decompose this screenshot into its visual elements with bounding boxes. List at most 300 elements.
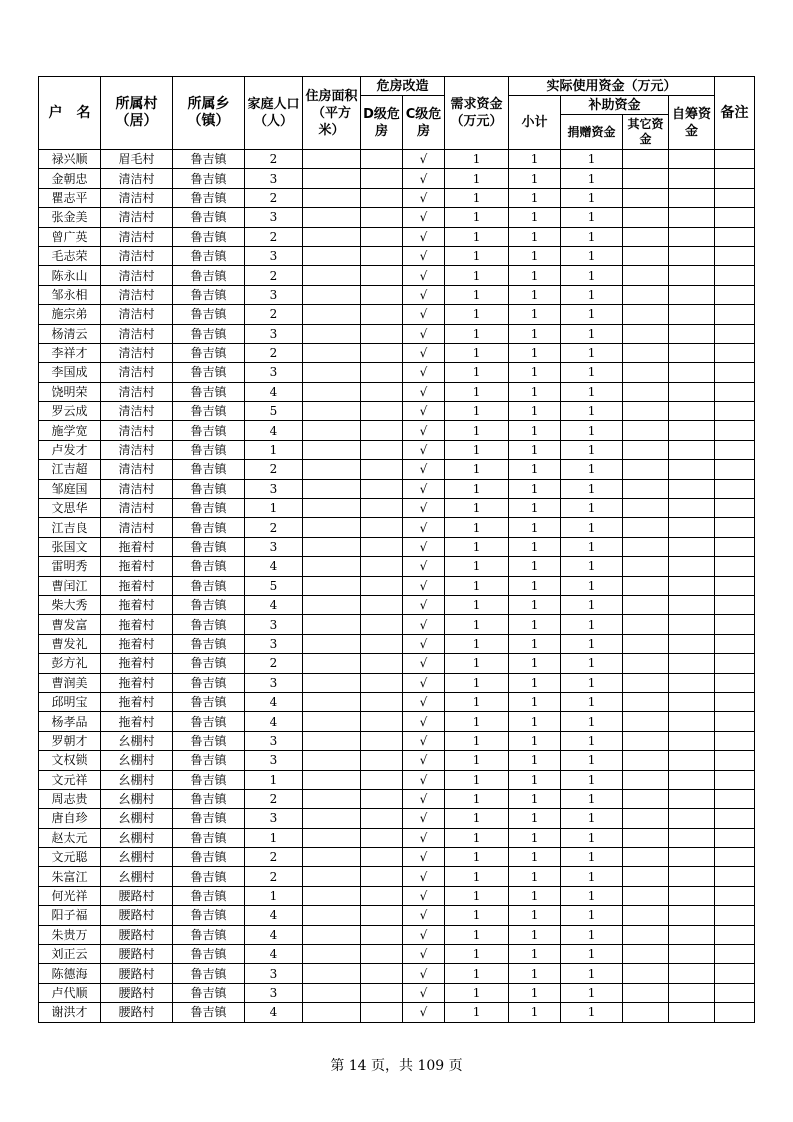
cell-d-level	[361, 188, 403, 207]
cell-remarks	[715, 518, 755, 537]
cell-donation: 1	[561, 673, 623, 692]
cell-town: 鲁吉镇	[173, 945, 245, 964]
cell-population: 2	[245, 188, 303, 207]
cell-subtotal: 1	[509, 886, 561, 905]
cell-need-funds: 1	[445, 964, 509, 983]
cell-remarks	[715, 324, 755, 343]
header-renovation: 危房改造	[361, 77, 445, 96]
cell-self-raised	[669, 886, 715, 905]
cell-d-level	[361, 537, 403, 556]
cell-need-funds: 1	[445, 208, 509, 227]
cell-donation: 1	[561, 964, 623, 983]
cell-other-funds	[623, 382, 669, 401]
cell-need-funds: 1	[445, 382, 509, 401]
cell-other-funds	[623, 440, 669, 459]
cell-other-funds	[623, 266, 669, 285]
cell-other-funds	[623, 537, 669, 556]
cell-need-funds: 1	[445, 789, 509, 808]
table-row	[39, 925, 755, 944]
cell-town: 鲁吉镇	[173, 731, 245, 750]
cell-subtotal: 1	[509, 712, 561, 731]
cell-other-funds	[623, 751, 669, 770]
cell-c-level: √	[403, 848, 445, 867]
cell-area	[303, 751, 361, 770]
cell-area	[303, 208, 361, 227]
cell-population: 5	[245, 402, 303, 421]
cell-c-level: √	[403, 518, 445, 537]
cell-c-level: √	[403, 246, 445, 265]
header-remarks: 备注	[715, 77, 755, 150]
cell-c-level: √	[403, 809, 445, 828]
cell-name: 张金美	[39, 208, 101, 227]
table-row	[39, 828, 755, 847]
cell-village: 清洁村	[101, 227, 173, 246]
table-row	[39, 246, 755, 265]
cell-village: 拖着村	[101, 576, 173, 595]
cell-self-raised	[669, 828, 715, 847]
cell-population: 2	[245, 305, 303, 324]
cell-other-funds	[623, 499, 669, 518]
cell-town: 鲁吉镇	[173, 886, 245, 905]
cell-area	[303, 770, 361, 789]
table-row	[39, 537, 755, 556]
cell-town: 鲁吉镇	[173, 188, 245, 207]
cell-donation: 1	[561, 692, 623, 711]
table-row	[39, 595, 755, 614]
cell-donation: 1	[561, 382, 623, 401]
cell-population: 3	[245, 983, 303, 1002]
cell-c-level: √	[403, 382, 445, 401]
cell-donation: 1	[561, 848, 623, 867]
cell-name: 朱贵万	[39, 925, 101, 944]
cell-remarks	[715, 150, 755, 169]
cell-d-level	[361, 731, 403, 750]
cell-town: 鲁吉镇	[173, 595, 245, 614]
cell-population: 4	[245, 421, 303, 440]
cell-d-level	[361, 324, 403, 343]
cell-name: 文元祥	[39, 770, 101, 789]
cell-name: 卢代顺	[39, 983, 101, 1002]
cell-other-funds	[623, 150, 669, 169]
cell-village: 眉毛村	[101, 150, 173, 169]
cell-c-level: √	[403, 867, 445, 886]
cell-c-level: √	[403, 634, 445, 653]
header-area: 住房面积（平方米）	[303, 77, 361, 150]
cell-area	[303, 654, 361, 673]
cell-subtotal: 1	[509, 460, 561, 479]
cell-donation: 1	[561, 634, 623, 653]
cell-self-raised	[669, 751, 715, 770]
cell-subtotal: 1	[509, 188, 561, 207]
cell-remarks	[715, 266, 755, 285]
cell-donation: 1	[561, 906, 623, 925]
table-row	[39, 421, 755, 440]
cell-name: 曹发富	[39, 615, 101, 634]
cell-d-level	[361, 460, 403, 479]
cell-village: 拖着村	[101, 673, 173, 692]
cell-need-funds: 1	[445, 886, 509, 905]
table-row	[39, 285, 755, 304]
cell-c-level: √	[403, 945, 445, 964]
cell-c-level: √	[403, 421, 445, 440]
cell-remarks	[715, 615, 755, 634]
cell-d-level	[361, 382, 403, 401]
cell-c-level: √	[403, 169, 445, 188]
cell-subtotal: 1	[509, 324, 561, 343]
cell-other-funds	[623, 343, 669, 362]
cell-area	[303, 634, 361, 653]
cell-donation: 1	[561, 537, 623, 556]
cell-name: 文思华	[39, 499, 101, 518]
cell-c-level: √	[403, 731, 445, 750]
table-row	[39, 848, 755, 867]
cell-need-funds: 1	[445, 848, 509, 867]
cell-self-raised	[669, 770, 715, 789]
cell-other-funds	[623, 285, 669, 304]
cell-subtotal: 1	[509, 402, 561, 421]
cell-population: 3	[245, 809, 303, 828]
cell-population: 4	[245, 945, 303, 964]
cell-self-raised	[669, 712, 715, 731]
cell-remarks	[715, 595, 755, 614]
table-row	[39, 692, 755, 711]
cell-area	[303, 925, 361, 944]
cell-village: 清洁村	[101, 343, 173, 362]
cell-name: 曹润美	[39, 673, 101, 692]
cell-village: 清洁村	[101, 499, 173, 518]
cell-village: 拖着村	[101, 712, 173, 731]
cell-name: 阳子福	[39, 906, 101, 925]
cell-name: 金朝忠	[39, 169, 101, 188]
cell-need-funds: 1	[445, 324, 509, 343]
cell-need-funds: 1	[445, 479, 509, 498]
cell-village: 清洁村	[101, 285, 173, 304]
cell-donation: 1	[561, 1003, 623, 1022]
cell-town: 鲁吉镇	[173, 634, 245, 653]
header-d-level: D级危房	[361, 96, 403, 150]
cell-need-funds: 1	[445, 770, 509, 789]
cell-area	[303, 382, 361, 401]
cell-other-funds	[623, 654, 669, 673]
cell-donation: 1	[561, 343, 623, 362]
cell-self-raised	[669, 615, 715, 634]
cell-other-funds	[623, 712, 669, 731]
cell-population: 4	[245, 692, 303, 711]
cell-other-funds	[623, 246, 669, 265]
cell-town: 鲁吉镇	[173, 208, 245, 227]
cell-village: 清洁村	[101, 169, 173, 188]
cell-population: 2	[245, 266, 303, 285]
cell-other-funds	[623, 906, 669, 925]
cell-self-raised	[669, 169, 715, 188]
cell-area	[303, 460, 361, 479]
cell-town: 鲁吉镇	[173, 518, 245, 537]
cell-d-level	[361, 557, 403, 576]
cell-subtotal: 1	[509, 208, 561, 227]
cell-need-funds: 1	[445, 595, 509, 614]
cell-population: 3	[245, 615, 303, 634]
cell-other-funds	[623, 460, 669, 479]
cell-c-level: √	[403, 305, 445, 324]
cell-town: 鲁吉镇	[173, 246, 245, 265]
cell-town: 鲁吉镇	[173, 983, 245, 1002]
cell-self-raised	[669, 227, 715, 246]
cell-population: 2	[245, 518, 303, 537]
cell-area	[303, 324, 361, 343]
cell-name: 罗云成	[39, 402, 101, 421]
cell-subtotal: 1	[509, 906, 561, 925]
table-row	[39, 343, 755, 362]
cell-name: 朱富江	[39, 867, 101, 886]
cell-donation: 1	[561, 188, 623, 207]
table-row	[39, 634, 755, 653]
cell-subtotal: 1	[509, 867, 561, 886]
cell-remarks	[715, 654, 755, 673]
cell-self-raised	[669, 867, 715, 886]
table-row	[39, 208, 755, 227]
cell-town: 鲁吉镇	[173, 169, 245, 188]
cell-self-raised	[669, 906, 715, 925]
cell-donation: 1	[561, 324, 623, 343]
cell-area	[303, 305, 361, 324]
table-row	[39, 576, 755, 595]
cell-c-level: √	[403, 363, 445, 382]
cell-village: 清洁村	[101, 188, 173, 207]
cell-donation: 1	[561, 886, 623, 905]
cell-name: 饶明荣	[39, 382, 101, 401]
cell-need-funds: 1	[445, 150, 509, 169]
cell-area	[303, 557, 361, 576]
cell-village: 清洁村	[101, 440, 173, 459]
cell-d-level	[361, 208, 403, 227]
cell-d-level	[361, 828, 403, 847]
cell-village: 拖着村	[101, 692, 173, 711]
table-row	[39, 751, 755, 770]
header-need-funds: 需求资金（万元）	[445, 77, 509, 150]
cell-c-level: √	[403, 789, 445, 808]
cell-name: 施学宽	[39, 421, 101, 440]
table-row	[39, 460, 755, 479]
cell-d-level	[361, 150, 403, 169]
cell-town: 鲁吉镇	[173, 479, 245, 498]
cell-other-funds	[623, 983, 669, 1002]
cell-population: 2	[245, 227, 303, 246]
cell-other-funds	[623, 964, 669, 983]
cell-remarks	[715, 751, 755, 770]
cell-population: 3	[245, 634, 303, 653]
cell-other-funds	[623, 828, 669, 847]
cell-population: 4	[245, 925, 303, 944]
cell-other-funds	[623, 615, 669, 634]
cell-subtotal: 1	[509, 789, 561, 808]
cell-need-funds: 1	[445, 945, 509, 964]
cell-self-raised	[669, 576, 715, 595]
cell-town: 鲁吉镇	[173, 576, 245, 595]
cell-town: 鲁吉镇	[173, 692, 245, 711]
table-row	[39, 789, 755, 808]
cell-village: 清洁村	[101, 479, 173, 498]
cell-subtotal: 1	[509, 537, 561, 556]
cell-population: 2	[245, 654, 303, 673]
table-row	[39, 867, 755, 886]
cell-subtotal: 1	[509, 983, 561, 1002]
cell-subtotal: 1	[509, 770, 561, 789]
cell-village: 腰路村	[101, 964, 173, 983]
cell-donation: 1	[561, 421, 623, 440]
cell-population: 3	[245, 673, 303, 692]
cell-remarks	[715, 983, 755, 1002]
cell-need-funds: 1	[445, 925, 509, 944]
cell-donation: 1	[561, 925, 623, 944]
cell-need-funds: 1	[445, 654, 509, 673]
header-township: 所属乡（镇）	[173, 77, 245, 150]
cell-town: 鲁吉镇	[173, 712, 245, 731]
cell-need-funds: 1	[445, 983, 509, 1002]
cell-subtotal: 1	[509, 518, 561, 537]
cell-need-funds: 1	[445, 343, 509, 362]
cell-donation: 1	[561, 246, 623, 265]
cell-town: 鲁吉镇	[173, 363, 245, 382]
cell-remarks	[715, 964, 755, 983]
cell-d-level	[361, 673, 403, 692]
cell-other-funds	[623, 789, 669, 808]
cell-c-level: √	[403, 460, 445, 479]
cell-subtotal: 1	[509, 440, 561, 459]
cell-name: 江吉超	[39, 460, 101, 479]
cell-population: 4	[245, 595, 303, 614]
cell-self-raised	[669, 363, 715, 382]
cell-self-raised	[669, 731, 715, 750]
cell-village: 拖着村	[101, 634, 173, 653]
cell-population: 4	[245, 382, 303, 401]
cell-other-funds	[623, 1003, 669, 1022]
cell-area	[303, 246, 361, 265]
cell-area	[303, 964, 361, 983]
cell-village: 腰路村	[101, 1003, 173, 1022]
cell-d-level	[361, 906, 403, 925]
cell-c-level: √	[403, 886, 445, 905]
cell-self-raised	[669, 305, 715, 324]
cell-d-level	[361, 925, 403, 944]
cell-other-funds	[623, 925, 669, 944]
cell-other-funds	[623, 557, 669, 576]
cell-area	[303, 731, 361, 750]
cell-need-funds: 1	[445, 809, 509, 828]
table-row	[39, 770, 755, 789]
cell-need-funds: 1	[445, 712, 509, 731]
cell-donation: 1	[561, 266, 623, 285]
cell-remarks	[715, 692, 755, 711]
cell-name: 李国成	[39, 363, 101, 382]
cell-population: 2	[245, 460, 303, 479]
cell-village: 拖着村	[101, 615, 173, 634]
cell-population: 4	[245, 906, 303, 925]
cell-self-raised	[669, 518, 715, 537]
cell-c-level: √	[403, 227, 445, 246]
cell-donation: 1	[561, 595, 623, 614]
cell-donation: 1	[561, 770, 623, 789]
cell-area	[303, 537, 361, 556]
cell-other-funds	[623, 479, 669, 498]
cell-donation: 1	[561, 402, 623, 421]
cell-self-raised	[669, 692, 715, 711]
cell-c-level: √	[403, 654, 445, 673]
cell-need-funds: 1	[445, 460, 509, 479]
cell-self-raised	[669, 673, 715, 692]
cell-village: 清洁村	[101, 460, 173, 479]
cell-town: 鲁吉镇	[173, 285, 245, 304]
cell-donation: 1	[561, 654, 623, 673]
cell-town: 鲁吉镇	[173, 964, 245, 983]
table-row	[39, 615, 755, 634]
cell-donation: 1	[561, 712, 623, 731]
cell-town: 鲁吉镇	[173, 673, 245, 692]
cell-area	[303, 479, 361, 498]
header-village: 所属村（居）	[101, 77, 173, 150]
cell-village: 幺棚村	[101, 770, 173, 789]
cell-d-level	[361, 964, 403, 983]
cell-remarks	[715, 848, 755, 867]
cell-subtotal: 1	[509, 615, 561, 634]
cell-area	[303, 285, 361, 304]
cell-self-raised	[669, 324, 715, 343]
cell-area	[303, 673, 361, 692]
cell-other-funds	[623, 518, 669, 537]
cell-population: 3	[245, 479, 303, 498]
cell-remarks	[715, 867, 755, 886]
cell-d-level	[361, 789, 403, 808]
cell-self-raised	[669, 634, 715, 653]
cell-donation: 1	[561, 731, 623, 750]
cell-donation: 1	[561, 285, 623, 304]
table-row	[39, 266, 755, 285]
cell-d-level	[361, 867, 403, 886]
cell-name: 曹发礼	[39, 634, 101, 653]
cell-d-level	[361, 440, 403, 459]
cell-name: 周志贵	[39, 789, 101, 808]
cell-other-funds	[623, 421, 669, 440]
cell-population: 3	[245, 208, 303, 227]
cell-remarks	[715, 906, 755, 925]
cell-village: 清洁村	[101, 402, 173, 421]
cell-remarks	[715, 363, 755, 382]
cell-name: 杨孝品	[39, 712, 101, 731]
cell-name: 曹闰江	[39, 576, 101, 595]
cell-village: 清洁村	[101, 266, 173, 285]
cell-d-level	[361, 499, 403, 518]
cell-town: 鲁吉镇	[173, 266, 245, 285]
cell-other-funds	[623, 673, 669, 692]
cell-remarks	[715, 343, 755, 362]
cell-self-raised	[669, 809, 715, 828]
table-row	[39, 402, 755, 421]
cell-subtotal: 1	[509, 150, 561, 169]
cell-population: 3	[245, 169, 303, 188]
cell-town: 鲁吉镇	[173, 402, 245, 421]
cell-remarks	[715, 227, 755, 246]
cell-village: 幺棚村	[101, 809, 173, 828]
cell-self-raised	[669, 945, 715, 964]
cell-subtotal: 1	[509, 1003, 561, 1022]
cell-remarks	[715, 440, 755, 459]
cell-subtotal: 1	[509, 169, 561, 188]
cell-d-level	[361, 227, 403, 246]
cell-area	[303, 848, 361, 867]
cell-need-funds: 1	[445, 1003, 509, 1022]
cell-self-raised	[669, 188, 715, 207]
cell-donation: 1	[561, 828, 623, 847]
cell-remarks	[715, 809, 755, 828]
